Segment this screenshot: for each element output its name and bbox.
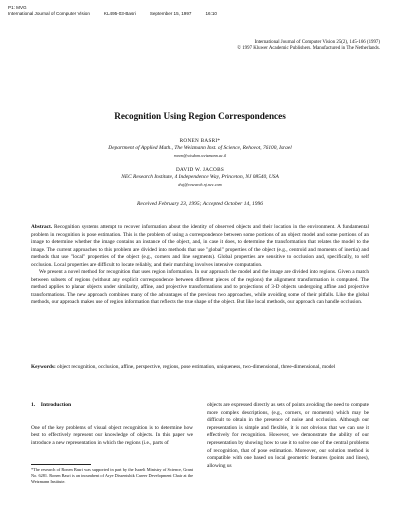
author-name: DAVID W. JACOBS: [175, 167, 225, 173]
received-dates: Received February 23, 1995; Accepted October 14, 1996: [137, 201, 263, 207]
author-email: dwj@research.nj.nec.com: [178, 182, 222, 187]
running-header: [8, 5, 217, 16]
paper-title: Recognition Using Region Correspondences: [114, 111, 286, 121]
right-column-paragraph: objects are expressed directly as sets of points avoiding the need to compute more complex descriptions, (e.g., corners, or moments) which may be difficult to obtain in the presence of noise and occlusion. Although our representation is simple and flexible, it is not obvious that we can use it effectively for recognition. However, we demonstrate the ability of our representation by showing how to use it to solve one of the central problems of recognition, that of pose estimation. Moreover, our solution method is compatible with one based on local geometric features (points and lines), allowing us: [207, 402, 369, 469]
abstract: [31, 224, 369, 307]
header-code: KL495-03-Basri: [103, 10, 136, 16]
author-affiliation: NEC Research Institute, 4 Independence Way, Princeton, NJ 08540, USA: [121, 174, 279, 180]
keywords-label: Keywords:: [31, 364, 56, 370]
section-number: 1.: [31, 402, 36, 408]
keywords: [31, 364, 369, 372]
author-email: ronen@wisdom.weizmann.ac.il: [173, 153, 227, 158]
footnote-rule: [31, 464, 91, 465]
header-row: [8, 11, 217, 17]
header-date: September 15, 1997: [149, 10, 192, 16]
left-column: [31, 402, 193, 447]
abstract-paragraph-1: [31, 224, 369, 269]
keywords-text: object recognition, occlusion, affine, perspective, regions, pose estimation, uniqueness, two-dimensional, three-dimensional, model: [57, 364, 336, 370]
journal-line1: International Journal of Computer Vision 25(2), 145-166 (1997): [254, 40, 380, 45]
author-block-1: [0, 138, 400, 159]
abstract-label: Abstract.: [31, 224, 53, 230]
intro-paragraph: One of the key problems of visual object recognition is to determine how best to effectively represent our knowledge of objects. In this paper we introduce a new representation in which the regions (i.e., parts of: [31, 424, 193, 446]
section-heading: [31, 402, 193, 410]
section-title: Introduction: [40, 402, 72, 408]
abstract-text-1: Recognition systems attempt to recover information about the identity of observed objects and their location in the environment. A fundamental problem in recognition is pose estimation. This is the problem of using a correspondence between some portions of an object model and some portions of an image to determine whether the image contains an instance of the object, and, in case it does, to determine the transformation that relates the model to the image. The current approaches to this problem are divided into methods that use "global" properties of the object (e.g., centroid and moments of inertia) and methods that use "local" properties of the object (e.g., corners and line segments). Global properties are sensitive to occlusion and, specifically, to self occlusion. Local properties are difficult to locate reliably, and their matching involves intensive computation.: [31, 224, 370, 268]
abstract-paragraph-2: We present a novel method for recognition that uses region information. In our approach the model and the image are divided into regions. Given a match between subsets of regions (without any explicit correspondence between different pieces of the regions) the alignment transformation is computed. The method applies to planar objects under similarity, affine, and projective transformations and to projections of 3-D objects undergoing affine and projective transformations. The new approach combines many of the advantages of the previous two approaches, while avoiding some of their pitfalls. Like the global methods, our approach makes use of region information that reflects the true shape of the object. But like local methods, our approach can handle occlusion.: [31, 269, 369, 305]
header-line1: P1: MVG: [8, 5, 27, 10]
header-time: 16:10: [205, 10, 217, 16]
journal-line2: © 1997 Kluwer Academic Publishers. Manufactured in The Netherlands.: [237, 46, 380, 51]
author-name: RONEN BASRI*: [179, 138, 221, 144]
right-column: [207, 402, 369, 470]
author-affiliation: Department of Applied Math., The Weizmann Inst. of Science, Rehovot, 76100, Israel: [108, 145, 292, 151]
header-journal: International Journal of Computer Vision: [8, 10, 90, 16]
author-block-2: [0, 167, 400, 188]
footnote: *The research of Ronen Basri was supported in part by the Israeli Ministry of Science, Grant No. 6281. Ronen Basri is an incumbent of Arye Dissentshik Career Development Chair at the Weizmann Institute.: [31, 467, 193, 484]
journal-citation: [237, 40, 380, 52]
